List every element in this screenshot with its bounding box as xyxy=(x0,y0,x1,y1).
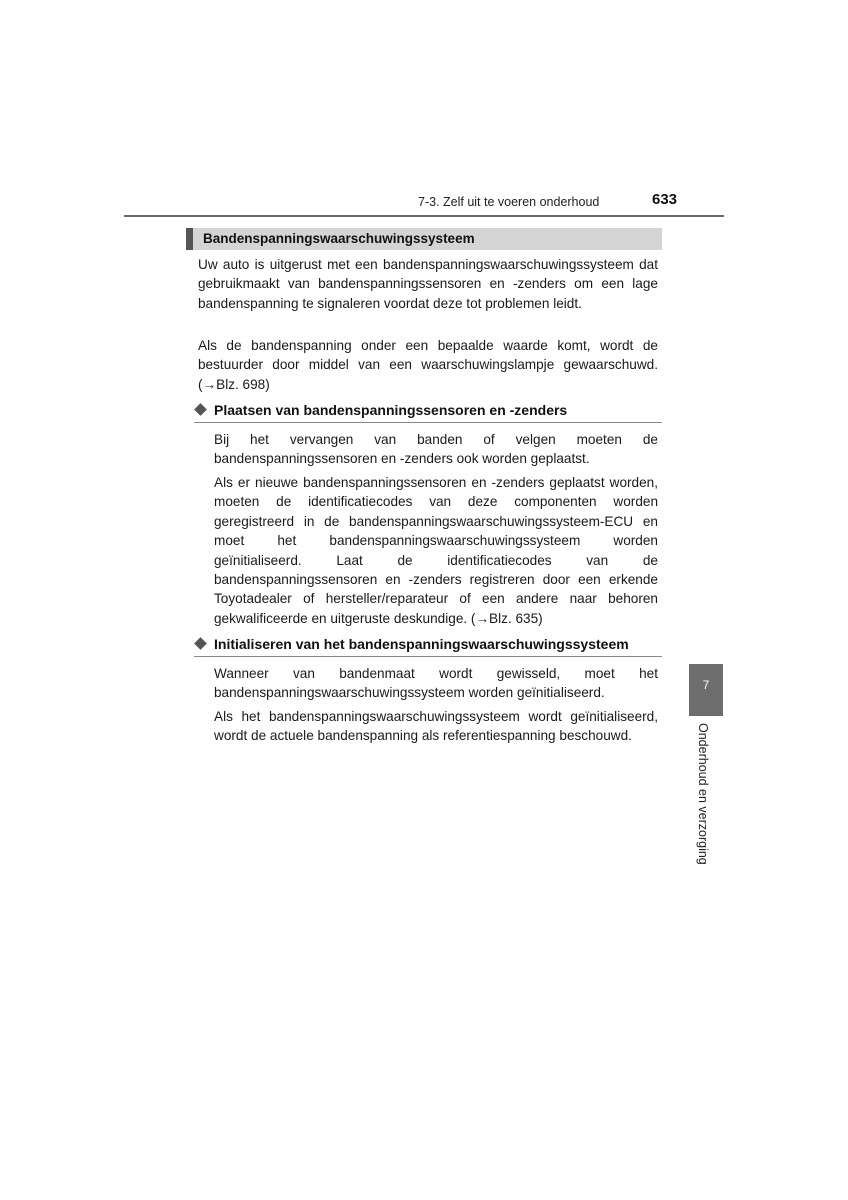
subsection-title-2: Initialiseren van het bandenspanningswaarschuwingssysteem xyxy=(214,636,629,652)
header-section-title: 7-3. Zelf uit te voeren onderhoud xyxy=(418,195,600,209)
chapter-tab xyxy=(689,664,723,716)
intro-paragraph-2: Als de bandenspanning onder een bepaalde waarde komt, wordt de bestuurder door middel van een waarschuwingslampje gewaarschuwd. (→Blz. 698) xyxy=(198,338,658,392)
section-title: Bandenspanningswaarschuwingssysteem xyxy=(203,231,475,246)
subsection-1-paragraph-1: Bij het vervangen van banden of velgen moeten de bandenspanningssensoren en -zenders ook worden geplaatst. xyxy=(214,432,658,467)
section-heading-bar xyxy=(186,228,662,250)
diamond-bullet-icon xyxy=(194,403,207,416)
subsection-1-paragraph-2: Als er nieuwe bandenspanningssensoren en -zenders geplaatst worden, moeten de identificatiecodes van deze componenten worden geregistreerd in de bandenspanningswaarschuwingssysteem-ECU en moet het bandenspanningswaarschuwingssysteem worden geïnitialiseerd. Laat de identificatiecodes van de bandenspanningssensoren en -zenders registreren door een erkende Toyotadealer of hersteller/reparateur of een andere naar behoren gekwalificeerde en uitgeruste deskundige. (→Blz. 635) xyxy=(214,475,658,626)
subsection-heading-2 xyxy=(194,636,662,657)
chapter-number: 7 xyxy=(702,678,710,692)
chapter-label: Onderhoud en verzorging xyxy=(696,723,710,865)
intro-paragraph-1: Uw auto is uitgerust met een bandenspanningswaarschuwingssysteem dat gebruikmaakt van bandenspanningssensoren en -zenders om een lage bandenspanning te signaleren voordat deze tot problemen leidt. xyxy=(198,257,658,311)
page-number: 633 xyxy=(652,191,678,208)
subsection-2-paragraph-1: Wanneer van bandenmaat wordt gewisseld, moet het bandenspanningswaarschuwingssysteem worden geïnitialiseerd. xyxy=(214,666,658,701)
diamond-bullet-icon xyxy=(194,637,207,650)
header-rule xyxy=(124,215,724,217)
subsection-2-paragraph-2: Als het bandenspanningswaarschuwingssysteem wordt geïnitialiseerd, wordt de actuele bandenspanning als referentiespanning beschouwd. xyxy=(214,709,658,744)
subsection-heading-1 xyxy=(194,402,662,423)
subsection-title-1: Plaatsen van bandenspanningssensoren en -zenders xyxy=(214,402,568,418)
